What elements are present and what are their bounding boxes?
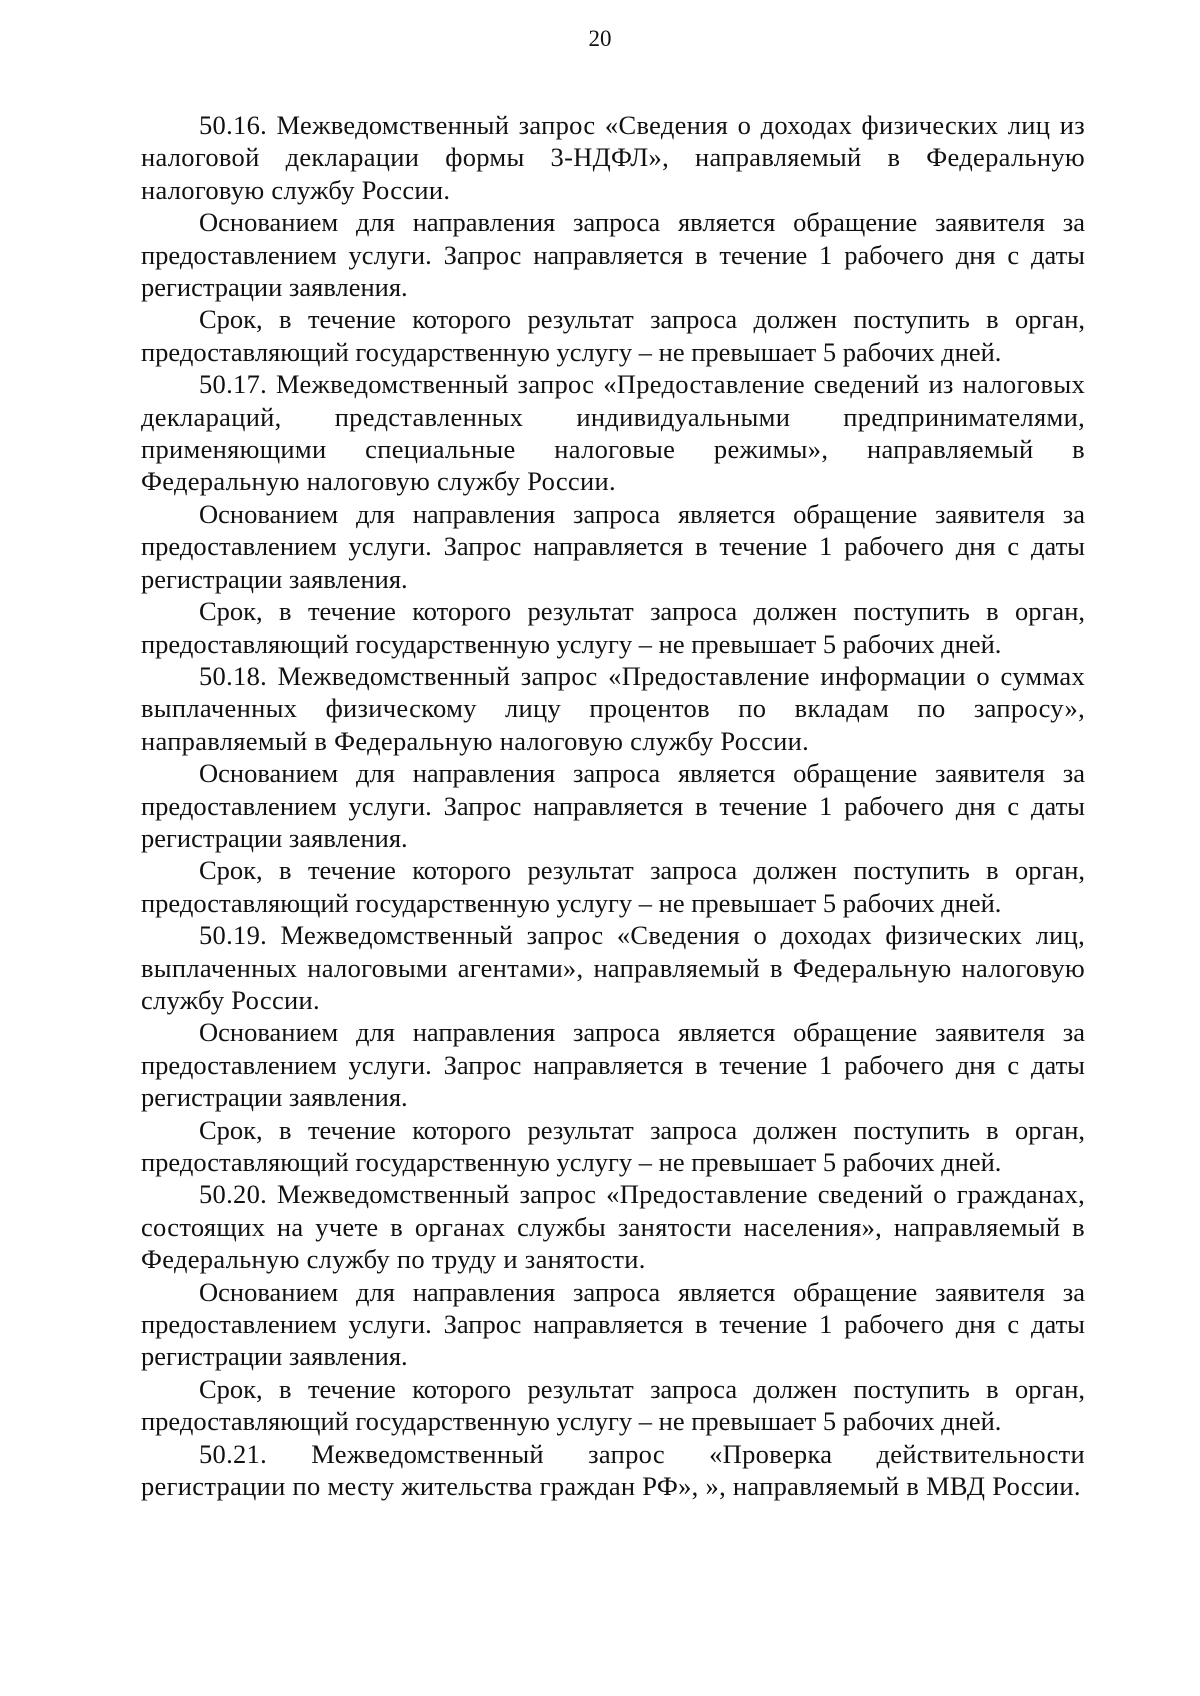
document-body: [141, 109, 1085, 1502]
section-50-18-deadline: Срок, в течение которого результат запроса должен поступить в орган, предоставляющий государственную услугу – не превышает 5 рабочих дней.: [141, 855, 1085, 918]
section-50-19-heading: 50.19. Межведомственный запрос «Сведения о доходах физических лиц, выплаченных налоговыми агентами», направляемый в Федеральную налоговую службу России.: [141, 920, 1085, 1015]
section-50-21-heading: 50.21. Межведомственный запрос «Проверка действительности регистрации по месту жительства граждан РФ», », направляемый в МВД России.: [141, 1438, 1085, 1502]
section-50-16-heading: 50.16. Межведомственный запрос «Сведения о доходах физических лиц из налоговой декларации формы 3-НДФЛ», направляемый в Федеральную налоговую службу России.: [141, 110, 1085, 205]
section-50-18-heading: 50.18. Межведомственный запрос «Предоставление информации о суммах выплаченных физическому лицу процентов по вкладам по запросу», направляемый в Федеральную налоговую службу России.: [141, 660, 1085, 756]
page-number: 20: [588, 26, 612, 51]
section-50-20-heading: 50.20. Межведомственный запрос «Предоставление сведений о гражданах, состоящих на учете в органах службы занятости населения», направляемый в Федеральную службу по труду и занятости.: [141, 1179, 1085, 1275]
section-50-17-deadline: Срок, в течение которого результат запроса должен поступить в орган, предоставляющий государственную услугу – не превышает 5 рабочих дней.: [141, 596, 1085, 659]
section-50-20-deadline: Срок, в течение которого результат запроса должен поступить в орган, предоставляющий государственную услугу – не превышает 5 рабочих дней.: [141, 1373, 1085, 1437]
section-50-19-deadline: Срок, в течение которого результат запроса должен поступить в орган, предоставляющий государственную услугу – не превышает 5 рабочих дней.: [141, 1114, 1085, 1177]
section-50-19-basis: Основанием для направления запроса является обращение заявителя за предоставлением услуги. Запрос направляется в течение 1 рабочего дня с даты регистрации заявления.: [141, 1017, 1085, 1113]
section-50-17-heading: 50.17. Межведомственный запрос «Предоставление сведений из налоговых деклараций, представленных индивидуальными предпринимателями, применяющими специальные налоговые режимы», направляемый в Федеральную налоговую службу России.: [141, 369, 1085, 497]
section-50-16-deadline: Срок, в течение которого результат запроса должен поступить в орган, предоставляющий государственную услугу – не превышает 5 рабочих дней.: [141, 304, 1085, 367]
section-50-18-basis: Основанием для направления запроса является обращение заявителя за предоставлением услуги. Запрос направляется в течение 1 рабочего дня с даты регистрации заявления.: [141, 758, 1085, 853]
section-50-16-basis: Основанием для направления запроса является обращение заявителя за предоставлением услуги. Запрос направляется в течение 1 рабочего дня с даты регистрации заявления.: [141, 207, 1085, 303]
section-50-20-basis: Основанием для направления запроса является обращение заявителя за предоставлением услуги. Запрос направляется в течение 1 рабочего дня с даты регистрации заявления.: [141, 1276, 1085, 1372]
section-50-17-basis: Основанием для направления запроса является обращение заявителя за предоставлением услуги. Запрос направляется в течение 1 рабочего дня с даты регистрации заявления.: [141, 498, 1085, 594]
